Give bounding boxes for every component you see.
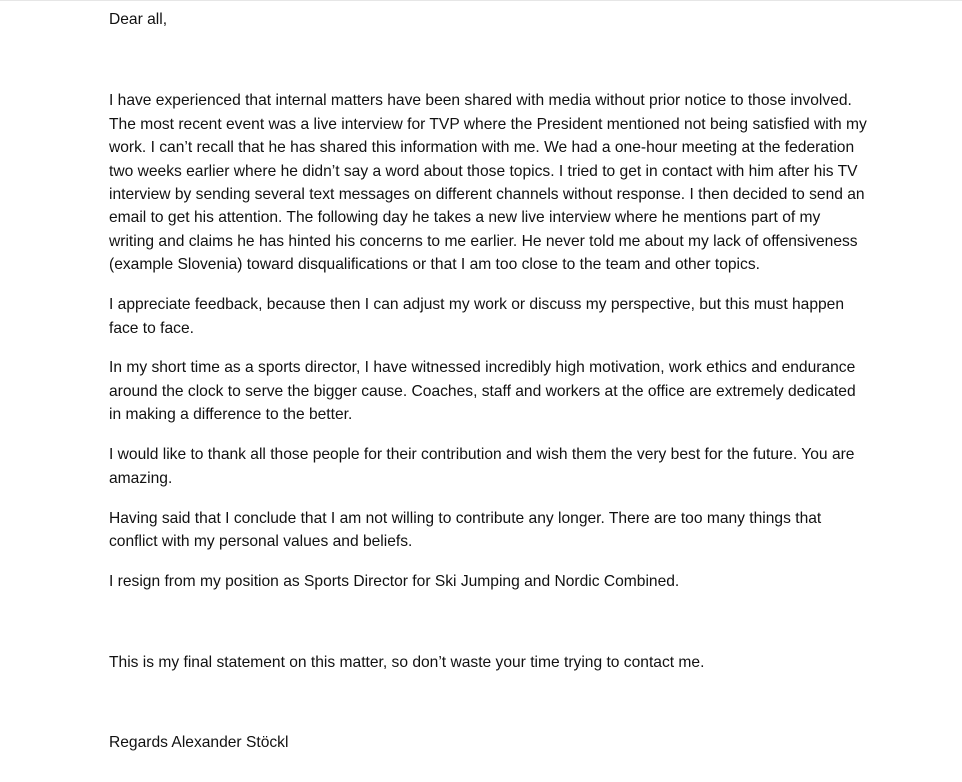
letter-final-statement: This is my final statement on this matter, so don’t waste your time trying to contact me. xyxy=(109,654,705,672)
page-top-divider xyxy=(0,0,962,1)
letter-document xyxy=(109,8,869,754)
letter-paragraph-feedback: I appreciate feedback, because then I can adjust my work or discuss my perspective, but this must happen face to face. xyxy=(109,296,845,337)
letter-signature: Regards Alexander Stöckl xyxy=(109,733,289,751)
letter-paragraph-resignation: I resign from my position as Sports Director for Ski Jumping and Nordic Combined. xyxy=(109,572,680,590)
letter-paragraph-thanks: I would like to thank all those people for their contribution and wish them the very best for the future. You are amazing. xyxy=(109,446,855,487)
letter-paragraph-dedication: In my short time as a sports director, I have witnessed incredibly high motivation, work ethics and endurance around the clock to serve the bigger cause. Coaches, staff and workers at the office are extremely dedicated in making a difference to the better. xyxy=(109,359,856,424)
letter-paragraph-media-matters: I have experienced that internal matters have been shared with media without prior notice to those involved. The most recent event was a live interview for TVP where the President mentioned not being satisfied with my work. I can’t recall that he has shared this information with me. We had a one-hour meeting at the federation two weeks earlier where he didn’t say a word about those topics. I tried to get in contact with him after his TV interview by sending several text messages on different channels without response. I then decided to send an email to get his attention. The following day he takes a new live interview where he mentions part of my writing and claims he has hinted his concerns to me earlier. He never told me about my lack of offensiveness (example Slovenia) toward disqualifications or that I am too close to the team and other topics. xyxy=(109,92,867,274)
letter-paragraph-conclusion: Having said that I conclude that I am not willing to contribute any longer. There are too many things that conflict with my personal values and beliefs. xyxy=(109,509,822,550)
letter-salutation: Dear all, xyxy=(109,11,168,28)
